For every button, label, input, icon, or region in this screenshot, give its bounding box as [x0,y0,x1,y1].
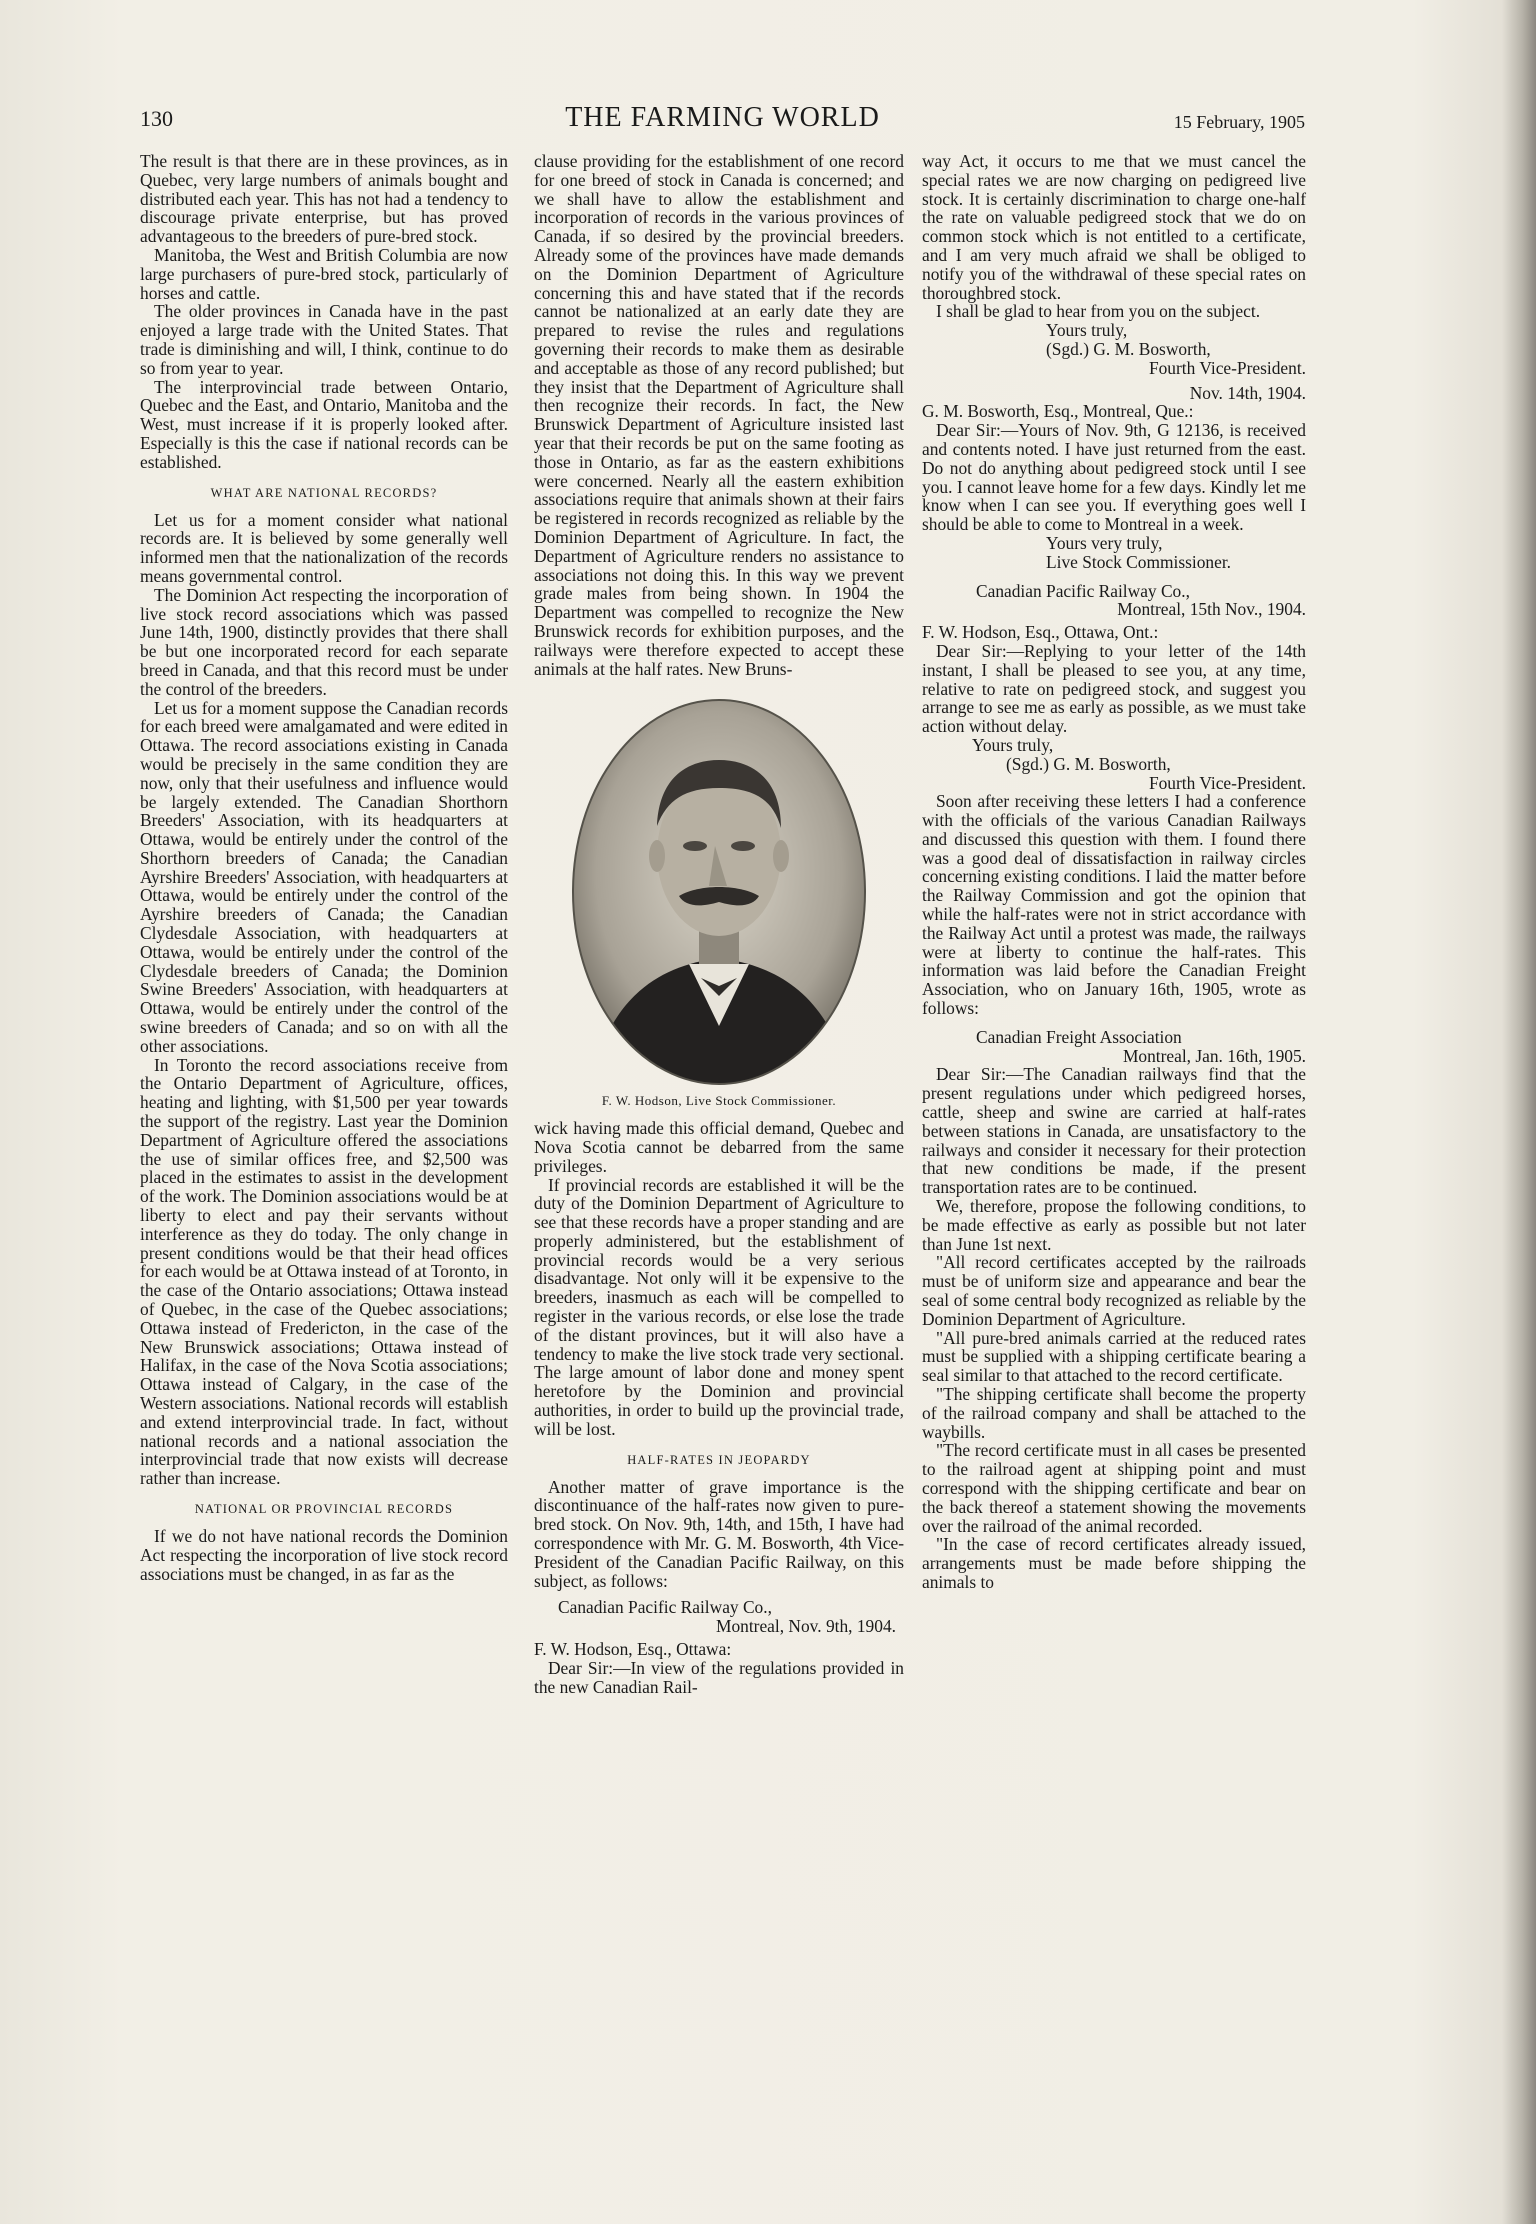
issue-date: 15 February, 1905 [1173,112,1305,132]
letter-place-date: Montreal, 15th Nov., 1904. [1117,599,1306,620]
paragraph: Let us for a moment consider what national records are. It is believed by some generally well informed men that the nationalization of the records means governmental control. [140,509,508,586]
letter-closing: Yours truly, [1046,320,1128,341]
paragraph: Another matter of grave importance is the discontinuance of the half-rates now given to pure-bred stock. On Nov. 9th, 14th, and 15th, I have had correspondence with Mr. G. M. Bosworth, 4th Vice-President of the Canadian Pacific Railway, on this subject, as follows: [534,1476,904,1591]
paragraph: In Toronto the record associations receive from the Ontario Department of Agriculture, offices, heating and lighting, with $1,500 per year towards the support of the registry. Last year the Dominion Department of Agriculture offered the associations the use of similar offices free, and $2,500 was placed in the estimates to assist in the development of the work. The Dominion associations would be at liberty to elect and pay their servants without interference as they do today. The only change in present conditions would be that their head offices for each would be at Ottawa instead of at Toronto, in the case of the Ontario associations; Ottawa instead of Quebec, in the case of the Quebec associations; Ottawa instead of Fredericton, in the case of the New Brunswick associations; Ottawa instead of Halifax, in the case of the Nova Scotia associations; Ottawa instead of Calgary, in the case of the Western associations. National records will establish and extend interprovincial trade. In fact, without national records and a national association the interprovincial trade that now exists will decrease rather than increase. [140,1054,508,1489]
letter-body: Dear Sir:—Yours of Nov. 9th, G 12136, is received and contents noted. I have just returned from the east. Do not do anything about pedigreed stock until I see you. I cannot leave home for a few days. Kindly let me know when I can see you. If everything goes well I should be able to come to Montreal in a week. [922,420,1306,535]
letter-place-date: Montreal, Jan. 16th, 1905. [1122,1045,1306,1066]
letter-addressee: F. W. Hodson, Esq., Ottawa, Ont.: [922,622,1159,643]
paragraph: If provincial records are established it will be the duty of the Dominion Department of Agriculture to see that these records have a proper standing and are properly administered, but the establishment of provincial records would be a very serious disadvantage. Not only will it be expensive to the breeders, inasmuch as each will be compelled to register in the various records, or else lose the trade of the distant provinces, but it will also have a tendency to make the live stock trade very sectional. The large amount of labor done and money spent heretofore by the Dominion and provincial authorities, in order to build up the provincial trade, will be lost. [534,1174,904,1439]
letter-addressee: G. M. Bosworth, Esq., Montreal, Que.: [922,401,1194,422]
paragraph: Manitoba, the West and British Columbia are now large purchasers of pure-bred stock, particularly of horses and cattle. [140,244,508,303]
letter-body: way Act, it occurs to me that we must cancel the special rates we are now charging on pedigreed live stock. It is certainly discrimination to charge one-half the rate on valuable pedigreed stock that we do on common stock which is not entitled to a certificate, and I am very much afraid we shall be obliged to notify you of the withdrawal of these special rates on thoroughbred stock. [922,151,1306,303]
letter-sender: Canadian Pacific Railway Co., [558,1597,772,1618]
letter-body: We, therefore, propose the following conditions, to be made effective as early as possible but not later than June 1st next. [922,1196,1306,1254]
paragraph: Let us for a moment suppose the Canadian records for each breed were amalgamated and were edited in Ottawa. The record associations existing in Canada would be precisely in the same condition they are now, only that their usefulness and influence would be largely extended. The Canadian Shorthorn Breeders' Association, with its headquarters at Ottawa, would be entirely under the control of the Shorthorn breeders of Canada; the Canadian Ayrshire Breeders' Association, with headquarters at Ottawa, would be entirely under the control of the Ayrshire breeders of Canada; the Canadian Clydesdale Association, with headquarters at Ottawa, would be entirely under the control of the Clydesdale breeders of Canada; the Dominion Swine Breeders' Association, with headquarters at Ottawa, would be entirely under the control of the swine breeders of Canada; and so on with all the other associations. [140,697,508,1056]
letter-signature: (Sgd.) G. M. Bosworth, [1046,338,1211,359]
masthead-title: THE FARMING WORLD [565,102,880,133]
letter-sender: Canadian Freight Association [976,1026,1182,1047]
section-heading: NATIONAL OR PROVINCIAL RECORDS [194,1501,454,1516]
letter-closing: Yours very truly, [1046,532,1163,553]
letter-closing: Yours truly, [972,734,1054,755]
letter-quote: "All pure-bred animals carried at the reduced rates must be supplied with a shipping certificate bearing a seal similar to that attached to the record certificate. [922,1327,1306,1386]
page-header [140,102,1305,142]
letter-place-date: Montreal, Nov. 9th, 1904. [715,1616,896,1637]
letter-body: Dear Sir:—The Canadian railways find that the present regulations under which pedigreed horses, cattle, sheep and swine are carried at half-rates between stations in Canada, are unsatisfactory to the railways and consider it necessary for their protection that new conditions be made, if the present transportation rates are to be continued. [922,1064,1306,1198]
letter-addressee: F. W. Hodson, Esq., Ottawa: [534,1639,732,1660]
paragraph: If we do not have national records the Dominion Act respecting the incorporation of live stock record associations must be changed, in as far as the [140,1525,508,1584]
letter-signature: (Sgd.) G. M. Bosworth, [1006,753,1171,774]
letter-quote: "All record certificates accepted by the railroads must be of uniform size and appearance and bear the seal of some central body recognized as reliable by the Dominion Department of Agriculture. [922,1252,1306,1329]
portrait-photo [569,696,869,1088]
page-number: 130 [140,106,173,131]
paragraph: clause providing for the establishment of one record for one breed of stock in Canada is concerned; and we shall have to allow the establishment and incorporation of records in the various provinces of Canada, if so desired by the provincial breeders. Already some of the provinces have made demands on the Dominion Department of Agriculture concerning this and have stated that if the records cannot be nationalized at an early date they are prepared to revise the rules and regulations governing their records to make them as desirable and acceptable as those of any record published; but they insist that the Department of Agriculture shall then recognize their records. In fact, the New Brunswick Department of Agriculture insisted last year that their records be put on the same footing as those in Ontario, as far as the eastern exhibitions were concerned. Nearly all the eastern exhibition associations require that animals shown at their fairs be registered in records recognized as reliable by the Dominion Department of Agriculture. In fact, the Department of Agriculture renders no assistance to associations not doing this. In this way we prevent grade males from being shown. In 1904 the Department was compelled to recognize the New Brunswick records for exhibition purposes, and the railways were therefore expected to accept these animals at the half rates. New Bruns- [534,151,904,679]
portrait-figure [534,696,904,1111]
column-1 [140,152,508,1583]
letter-signer-title: Fourth Vice-President. [1148,772,1306,793]
letter-sender: Canadian Pacific Railway Co., [976,580,1190,601]
paragraph: The interprovincial trade between Ontario, Quebec and the East, and Ontario, Manitoba and the West, must increase if it is properly looked after. Especially is this the case if national records can be established. [140,376,508,472]
section-heading: WHAT ARE NATIONAL RECORDS? [210,485,438,500]
letter-quote: "The record certificate must in all cases be presented to the railroad agent at shipping point and must correspond with the shipping certificate and bear on the back thereof a statement showing the movements over the railroad of the animal recorded. [922,1440,1306,1536]
letter-signer-title: Live Stock Commissioner. [1046,551,1232,572]
column-2 [534,152,904,1696]
page-edge-shadow [1502,0,1536,2224]
column-3 [922,152,1306,1592]
paragraph: The older provinces in Canada have in the past enjoyed a large trade with the United States. That trade is diminishing and will, I think, continue to do so from year to year. [140,301,508,378]
paragraph: wick having made this official demand, Quebec and Nova Scotia cannot be debarred from the same privileges. [534,1118,904,1176]
letter-quote: "The shipping certificate shall become the property of the railroad company and shall be attached to the waybills. [922,1384,1306,1442]
paragraph: Soon after receiving these letters I had a conference with the officials of the various Canadian Railways and discussed this question with them. I found there was a good deal of dissatisfaction in railway circles concerning existing conditions. I laid the matter before the Railway Commission and got the opinion that while the half-rates were not in strict accordance with the Railway Act until a protest was made, the railways were at liberty to continue the half-rates. This information was laid before the Canadian Freight Association, who on January 16th, 1905, wrote as follows: [922,791,1306,1019]
letter-date: Nov. 14th, 1904. [1189,382,1306,403]
letter-body: Dear Sir:—In view of the regulations provided in the new Canadian Rail- [534,1657,904,1697]
section-heading: HALF-RATES IN JEOPARDY [627,1452,811,1467]
letter-body: Dear Sir:—Replying to your letter of the 14th instant, I shall be pleased to see you, at any time, relative to rate on pedigreed stock, and suggest you arrange to see me as early as possible, as we must take action without delay. [922,640,1306,737]
paragraph: The Dominion Act respecting the incorporation of live stock record associations which was passed June 14th, 1900, distinctly provides that there shall be but one incorporated record for each separate breed in Canada, and that this record must be under the control of the breeders. [140,584,508,699]
letter-body: I shall be glad to hear from you on the subject. [936,301,1261,322]
letter-quote: "In the case of record certificates already issued, arrangements must be made before shipping the animals to [922,1534,1306,1592]
portrait-caption: F. W. Hodson, Live Stock Commissioner. [601,1093,837,1109]
letter-signer-title: Fourth Vice-President. [1148,357,1306,378]
paragraph: The result is that there are in these provinces, as in Quebec, very large numbers of animals bought and distributed each year. This has not had a tendency to discourage private enterprise, but has proved advantageous to the breeders of pure-bred stock. [140,151,508,247]
